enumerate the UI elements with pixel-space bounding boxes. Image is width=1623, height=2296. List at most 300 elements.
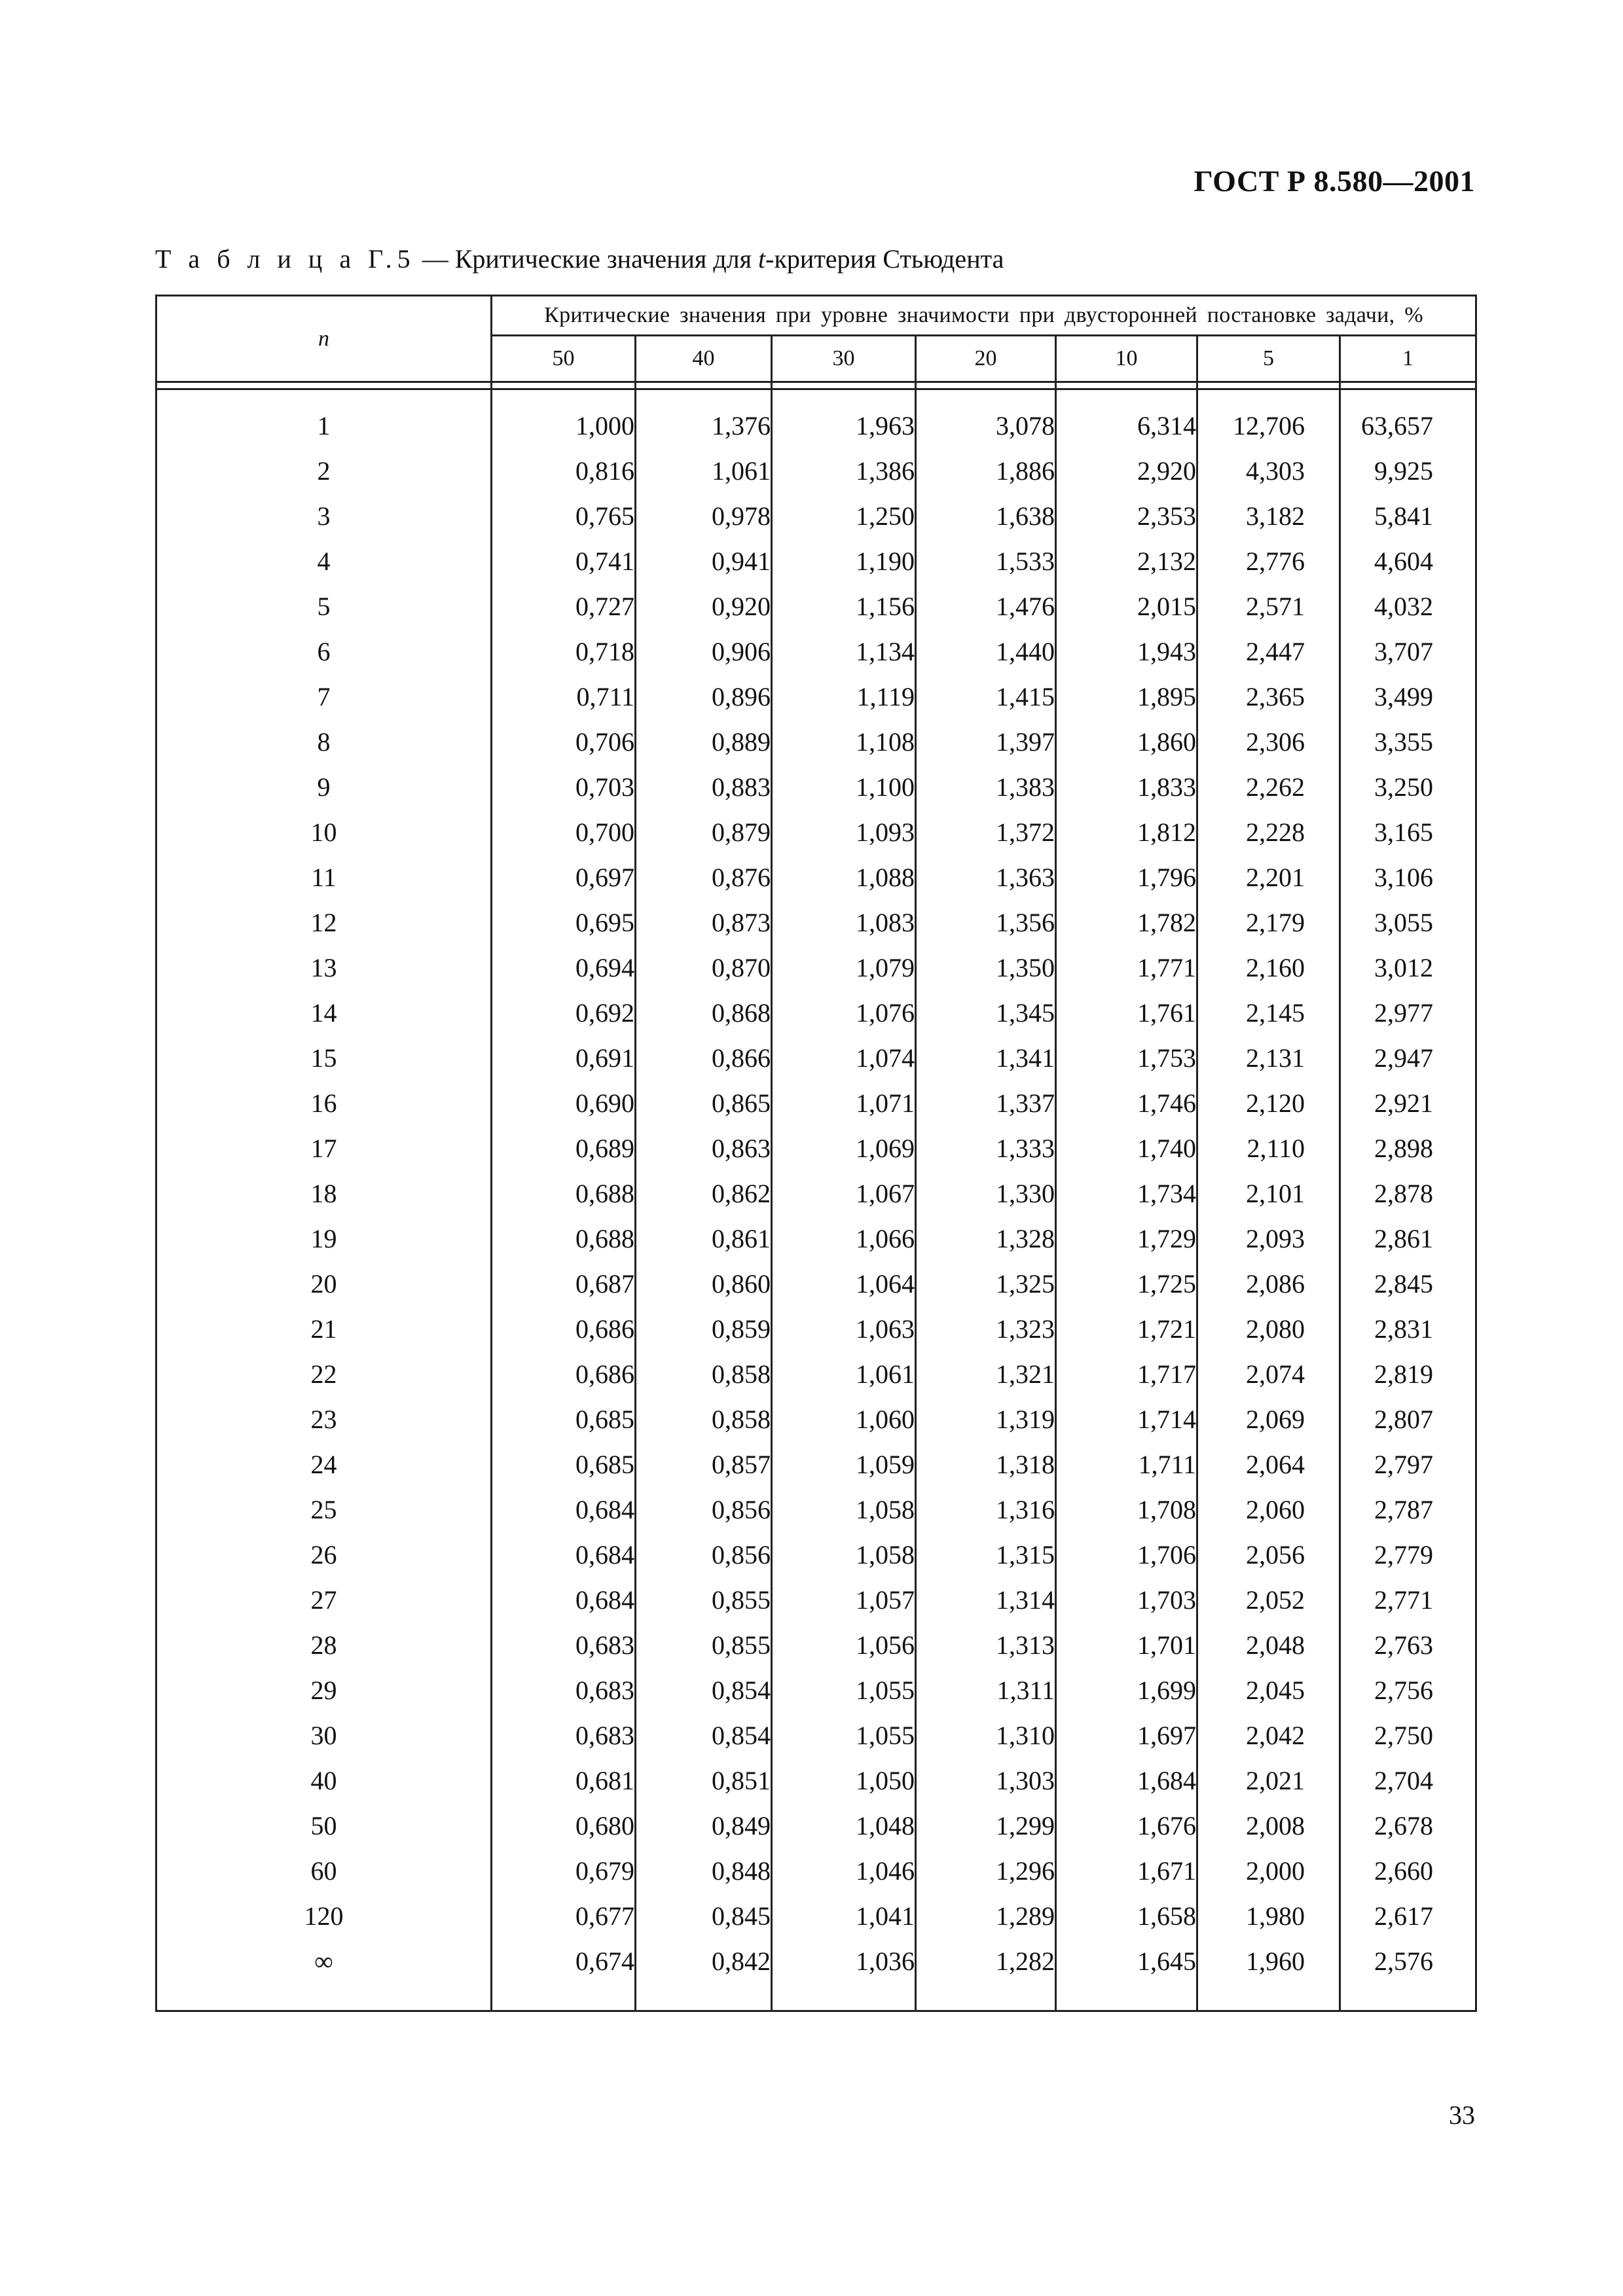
- table-cell-value: 1,036: [772, 1939, 916, 1984]
- table-cell-value: 0,686: [492, 1306, 636, 1352]
- table-row: [156, 855, 1476, 900]
- table-cell-value: 2,750: [1340, 1713, 1476, 1758]
- table-cell-value: 1,960: [1197, 1939, 1340, 1984]
- table-header: [156, 296, 1476, 382]
- table-cell-value: 1,963: [772, 403, 916, 448]
- table-cell-n: 6: [156, 629, 492, 674]
- table-cell-value: 2,179: [1197, 900, 1340, 945]
- table-cell-value: 1,658: [1056, 1893, 1197, 1939]
- table-cell-n: 16: [156, 1081, 492, 1126]
- table-cell-value: 1,345: [916, 990, 1056, 1035]
- table-cell-value: 0,866: [636, 1035, 772, 1081]
- table-cell-value: 1,325: [916, 1261, 1056, 1306]
- table-cell-n: 18: [156, 1171, 492, 1216]
- table-cell-value: 2,052: [1197, 1577, 1340, 1623]
- table-cell-value: 0,680: [492, 1803, 636, 1848]
- table-row: [156, 1306, 1476, 1352]
- table-cell-value: 1,056: [772, 1623, 916, 1668]
- table-cell-value: 1,314: [916, 1577, 1056, 1623]
- table-cell-value: 1,363: [916, 855, 1056, 900]
- table-cell-value: 9,925: [1340, 448, 1476, 493]
- table-cell-value: 1,316: [916, 1487, 1056, 1532]
- table-cell-n: 10: [156, 810, 492, 855]
- table-cell-value: 0,868: [636, 990, 772, 1035]
- table-cell-value: 63,657: [1340, 403, 1476, 448]
- table-cell-value: 0,858: [636, 1352, 772, 1397]
- critical-values-table: [155, 295, 1477, 2012]
- table-cell-value: 1,645: [1056, 1939, 1197, 1984]
- table-cell-value: 2,845: [1340, 1261, 1476, 1306]
- table-cell-value: 1,350: [916, 945, 1056, 990]
- table-cell-value: 1,315: [916, 1532, 1056, 1577]
- table-cell-value: 0,873: [636, 900, 772, 945]
- table-row: [156, 493, 1476, 539]
- table-cell-value: 2,021: [1197, 1758, 1340, 1803]
- table-cell-value: 2,447: [1197, 629, 1340, 674]
- table-cell-value: 1,057: [772, 1577, 916, 1623]
- table-cell-value: 0,684: [492, 1487, 636, 1532]
- table-cell-value: 5,841: [1340, 493, 1476, 539]
- table-cell-value: 1,066: [772, 1216, 916, 1261]
- table-row: [156, 674, 1476, 719]
- table-cell-n: 4: [156, 539, 492, 584]
- table-row: [156, 584, 1476, 629]
- column-header-significance-level: Критические значения при уровне значимости при двусторонней постановке задачи, %: [492, 296, 1476, 336]
- table-cell-value: 0,681: [492, 1758, 636, 1803]
- table-cell-value: 0,686: [492, 1352, 636, 1397]
- table-cell-n: 20: [156, 1261, 492, 1306]
- table-cell-value: 1,063: [772, 1306, 916, 1352]
- table-cell-value: 4,303: [1197, 448, 1340, 493]
- table-cell-value: 0,688: [492, 1216, 636, 1261]
- table-cell-value: 2,056: [1197, 1532, 1340, 1577]
- table-cell-value: 2,228: [1197, 810, 1340, 855]
- table-cell-value: 2,678: [1340, 1803, 1476, 1848]
- table-row: [156, 1397, 1476, 1442]
- table-cell-value: 1,740: [1056, 1126, 1197, 1171]
- table-cell-value: 1,753: [1056, 1035, 1197, 1081]
- table-cell-value: 0,865: [636, 1081, 772, 1126]
- table-cell-value: 0,854: [636, 1713, 772, 1758]
- table-cell-value: 1,289: [916, 1893, 1056, 1939]
- table-cell-value: 1,048: [772, 1803, 916, 1848]
- table-cell-n: 23: [156, 1397, 492, 1442]
- table-cell-value: 2,093: [1197, 1216, 1340, 1261]
- table-cell-value: 2,064: [1197, 1442, 1340, 1487]
- table-row: [156, 1126, 1476, 1171]
- table-cell-value: 2,353: [1056, 493, 1197, 539]
- table-cell-value: 1,055: [772, 1668, 916, 1713]
- table-cell-value: 0,683: [492, 1623, 636, 1668]
- table-cell-value: 0,858: [636, 1397, 772, 1442]
- table-cell-value: 1,318: [916, 1442, 1056, 1487]
- table-cell-n: 60: [156, 1848, 492, 1893]
- table-cell-value: 1,734: [1056, 1171, 1197, 1216]
- table-cell-value: 0,695: [492, 900, 636, 945]
- table-cell-value: 0,697: [492, 855, 636, 900]
- table-cell-value: 1,671: [1056, 1848, 1197, 1893]
- table-cell-value: 1,533: [916, 539, 1056, 584]
- table-row: [156, 1035, 1476, 1081]
- table-cell-value: 1,296: [916, 1848, 1056, 1893]
- table-cell-value: 0,690: [492, 1081, 636, 1126]
- table-cell-value: 1,833: [1056, 764, 1197, 810]
- column-header-level: 5: [1197, 336, 1340, 382]
- table-cell-value: 3,499: [1340, 674, 1476, 719]
- table-row: [156, 1758, 1476, 1803]
- table-cell-value: 0,849: [636, 1803, 772, 1848]
- table-cell-value: 1,058: [772, 1487, 916, 1532]
- table-cell-value: 0,685: [492, 1397, 636, 1442]
- table-cell-value: 1,313: [916, 1623, 1056, 1668]
- table-cell-value: 1,703: [1056, 1577, 1197, 1623]
- table-cell-value: 0,842: [636, 1939, 772, 1984]
- table-cell-value: 2,048: [1197, 1623, 1340, 1668]
- table-cell-n: 30: [156, 1713, 492, 1758]
- table-cell-value: 0,683: [492, 1713, 636, 1758]
- table-cell-n: 27: [156, 1577, 492, 1623]
- table-cell-value: 3,707: [1340, 629, 1476, 674]
- column-header-level: 10: [1056, 336, 1197, 382]
- column-header-level: 40: [636, 336, 772, 382]
- table-cell-value: 1,050: [772, 1758, 916, 1803]
- table-cell-value: 2,145: [1197, 990, 1340, 1035]
- table-row: [156, 1803, 1476, 1848]
- table-row: [156, 1442, 1476, 1487]
- table-cell-value: 3,078: [916, 403, 1056, 448]
- table-cell-value: 2,797: [1340, 1442, 1476, 1487]
- table-cell-value: 0,896: [636, 674, 772, 719]
- table-cell-n: 3: [156, 493, 492, 539]
- table-cell-value: 0,691: [492, 1035, 636, 1081]
- table-cell-value: 1,761: [1056, 990, 1197, 1035]
- table-cell-n: 50: [156, 1803, 492, 1848]
- table-row: [156, 990, 1476, 1035]
- table-cell-n: 13: [156, 945, 492, 990]
- table-caption-prefix: Т а б л и ц а Г.5: [155, 244, 416, 274]
- table-row: [156, 764, 1476, 810]
- table-cell-value: 1,796: [1056, 855, 1197, 900]
- table-cell-value: 0,677: [492, 1893, 636, 1939]
- table-cell-value: 1,119: [772, 674, 916, 719]
- table-cell-value: 2,977: [1340, 990, 1476, 1035]
- table-cell-value: 2,861: [1340, 1216, 1476, 1261]
- table-cell-value: 1,083: [772, 900, 916, 945]
- table-cell-value: 0,920: [636, 584, 772, 629]
- table-cell-value: 1,059: [772, 1442, 916, 1487]
- table-cell-value: 0,688: [492, 1171, 636, 1216]
- table-cell-value: 1,782: [1056, 900, 1197, 945]
- table-cell-value: 1,088: [772, 855, 916, 900]
- table-cell-value: 0,741: [492, 539, 636, 584]
- table-cell-value: 2,831: [1340, 1306, 1476, 1352]
- table-cell-value: 2,365: [1197, 674, 1340, 719]
- table-cell-value: 2,807: [1340, 1397, 1476, 1442]
- table-cell-value: 1,071: [772, 1081, 916, 1126]
- table-cell-value: 1,041: [772, 1893, 916, 1939]
- table-cell-n: 17: [156, 1126, 492, 1171]
- table-cell-n: 19: [156, 1216, 492, 1261]
- table-cell-n: 120: [156, 1893, 492, 1939]
- table-cell-value: 2,920: [1056, 448, 1197, 493]
- table-cell-value: 1,311: [916, 1668, 1056, 1713]
- table-cell-value: 2,878: [1340, 1171, 1476, 1216]
- table-cell-value: 0,879: [636, 810, 772, 855]
- table-row: [156, 539, 1476, 584]
- table-cell-value: 1,383: [916, 764, 1056, 810]
- table-cell-value: 1,771: [1056, 945, 1197, 990]
- column-header-level: 50: [492, 336, 636, 382]
- table-cell-n: 5: [156, 584, 492, 629]
- table-cell-value: 2,947: [1340, 1035, 1476, 1081]
- table-cell-value: 2,571: [1197, 584, 1340, 629]
- table-cell-value: 0,718: [492, 629, 636, 674]
- table-cell-value: 0,883: [636, 764, 772, 810]
- table-row: [156, 1668, 1476, 1713]
- table-cell-value: 1,729: [1056, 1216, 1197, 1261]
- table-cell-value: 4,604: [1340, 539, 1476, 584]
- table-cell-value: 0,684: [492, 1577, 636, 1623]
- table-body: [156, 382, 1476, 2011]
- table-cell-value: 0,851: [636, 1758, 772, 1803]
- table-cell-value: 1,638: [916, 493, 1056, 539]
- table-cell-value: 3,165: [1340, 810, 1476, 855]
- table-cell-value: 0,859: [636, 1306, 772, 1352]
- table-cell-value: 0,700: [492, 810, 636, 855]
- table-cell-value: 1,337: [916, 1081, 1056, 1126]
- table-cell-value: 0,692: [492, 990, 636, 1035]
- table-cell-value: 0,861: [636, 1216, 772, 1261]
- table-cell-value: 2,086: [1197, 1261, 1340, 1306]
- table-cell-value: 1,386: [772, 448, 916, 493]
- table-cell-value: 2,080: [1197, 1306, 1340, 1352]
- table-cell-value: 1,093: [772, 810, 916, 855]
- page-number: 33: [1449, 2100, 1475, 2130]
- table-cell-value: 1,895: [1056, 674, 1197, 719]
- table-cell-n: 9: [156, 764, 492, 810]
- table-row: [156, 1848, 1476, 1893]
- table-cell-value: 0,860: [636, 1261, 772, 1306]
- column-header-n: n: [156, 296, 492, 382]
- table-cell-value: 1,190: [772, 539, 916, 584]
- table-cell-value: 0,876: [636, 855, 772, 900]
- table-cell-value: 1,328: [916, 1216, 1056, 1261]
- table-cell-value: 0,706: [492, 719, 636, 764]
- table-cell-value: 6,314: [1056, 403, 1197, 448]
- table-cell-value: 2,132: [1056, 539, 1197, 584]
- table-cell-value: 2,015: [1056, 584, 1197, 629]
- table-cell-n: 12: [156, 900, 492, 945]
- table-cell-value: 1,061: [636, 448, 772, 493]
- table-cell-value: 2,000: [1197, 1848, 1340, 1893]
- table-cell-n: 2: [156, 448, 492, 493]
- table-row: [156, 1261, 1476, 1306]
- table-cell-value: 1,046: [772, 1848, 916, 1893]
- table-cell-value: 0,694: [492, 945, 636, 990]
- table-cell-value: 3,012: [1340, 945, 1476, 990]
- table-cell-value: 1,684: [1056, 1758, 1197, 1803]
- table-cell-value: 0,683: [492, 1668, 636, 1713]
- table-cell-value: 1,701: [1056, 1623, 1197, 1668]
- table-cell-value: 0,889: [636, 719, 772, 764]
- critical-values-table-wrapper: [155, 295, 1475, 2012]
- table-cell-value: 1,000: [492, 403, 636, 448]
- table-cell-value: 1,376: [636, 403, 772, 448]
- table-cell-value: 0,848: [636, 1848, 772, 1893]
- table-cell-value: 1,067: [772, 1171, 916, 1216]
- table-cell-n: 15: [156, 1035, 492, 1081]
- table-cell-value: 2,704: [1340, 1758, 1476, 1803]
- table-row: [156, 1577, 1476, 1623]
- table-cell-value: 12,706: [1197, 403, 1340, 448]
- table-cell-value: 2,617: [1340, 1893, 1476, 1939]
- table-cell-value: 0,870: [636, 945, 772, 990]
- table-cell-n: 26: [156, 1532, 492, 1577]
- table-cell-n: ∞: [156, 1939, 492, 1984]
- table-cell-value: 0,679: [492, 1848, 636, 1893]
- table-cell-value: 1,372: [916, 810, 1056, 855]
- table-caption: [155, 243, 1004, 274]
- table-cell-value: 1,060: [772, 1397, 916, 1442]
- table-cell-n: 29: [156, 1668, 492, 1713]
- table-cell-value: 0,855: [636, 1623, 772, 1668]
- table-cell-value: 0,978: [636, 493, 772, 539]
- table-cell-value: 1,812: [1056, 810, 1197, 855]
- table-cell-value: 2,819: [1340, 1352, 1476, 1397]
- table-cell-n: 1: [156, 403, 492, 448]
- table-cell-value: 2,921: [1340, 1081, 1476, 1126]
- table-cell-value: 2,660: [1340, 1848, 1476, 1893]
- table-cell-n: 22: [156, 1352, 492, 1397]
- table-row: [156, 1713, 1476, 1758]
- table-cell-value: 0,856: [636, 1532, 772, 1577]
- table-cell-value: 1,860: [1056, 719, 1197, 764]
- table-cell-n: 7: [156, 674, 492, 719]
- table-cell-value: 2,120: [1197, 1081, 1340, 1126]
- table-cell-value: 2,576: [1340, 1939, 1476, 1984]
- table-cell-value: 1,156: [772, 584, 916, 629]
- table-cell-value: 3,182: [1197, 493, 1340, 539]
- table-row: [156, 1216, 1476, 1261]
- table-cell-value: 2,069: [1197, 1397, 1340, 1442]
- table-cell-value: 0,845: [636, 1893, 772, 1939]
- table-cell-value: 2,756: [1340, 1668, 1476, 1713]
- table-cell-value: 2,763: [1340, 1623, 1476, 1668]
- table-cell-n: 11: [156, 855, 492, 900]
- table-cell-value: 2,898: [1340, 1126, 1476, 1171]
- table-cell-value: 1,299: [916, 1803, 1056, 1848]
- column-header-level: 20: [916, 336, 1056, 382]
- table-row: [156, 1893, 1476, 1939]
- table-cell-value: 1,721: [1056, 1306, 1197, 1352]
- table-cell-value: 1,282: [916, 1939, 1056, 1984]
- table-cell-value: 1,397: [916, 719, 1056, 764]
- table-cell-value: 1,440: [916, 629, 1056, 674]
- table-cell-value: 1,058: [772, 1532, 916, 1577]
- table-cell-value: 3,106: [1340, 855, 1476, 900]
- table-cell-value: 0,727: [492, 584, 636, 629]
- table-cell-n: 25: [156, 1487, 492, 1532]
- table-cell-value: 2,045: [1197, 1668, 1340, 1713]
- table-cell-value: 0,711: [492, 674, 636, 719]
- table-cell-value: 1,415: [916, 674, 1056, 719]
- table-row: [156, 1532, 1476, 1577]
- table-cell-value: 1,319: [916, 1397, 1056, 1442]
- table-cell-value: 1,676: [1056, 1803, 1197, 1848]
- table-caption-variable: t: [758, 244, 766, 274]
- table-cell-value: 1,746: [1056, 1081, 1197, 1126]
- table-row: [156, 1171, 1476, 1216]
- table-row: [156, 810, 1476, 855]
- table-cell-value: 1,100: [772, 764, 916, 810]
- table-cell-value: 0,862: [636, 1171, 772, 1216]
- table-cell-value: 1,697: [1056, 1713, 1197, 1758]
- table-cell-value: 1,323: [916, 1306, 1056, 1352]
- table-cell-value: 1,356: [916, 900, 1056, 945]
- table-cell-value: 0,689: [492, 1126, 636, 1171]
- table-row: [156, 1487, 1476, 1532]
- table-cell-n: 28: [156, 1623, 492, 1668]
- table-cell-value: 0,856: [636, 1487, 772, 1532]
- table-cell-value: 1,717: [1056, 1352, 1197, 1397]
- table-cell-n: 24: [156, 1442, 492, 1487]
- table-cell-value: 1,341: [916, 1035, 1056, 1081]
- table-cell-value: 0,674: [492, 1939, 636, 1984]
- table-cell-value: 1,074: [772, 1035, 916, 1081]
- table-cell-value: 0,857: [636, 1442, 772, 1487]
- table-cell-value: 1,330: [916, 1171, 1056, 1216]
- table-cell-value: 2,042: [1197, 1713, 1340, 1758]
- table-cell-value: 0,863: [636, 1126, 772, 1171]
- table-cell-value: 1,134: [772, 629, 916, 674]
- table-cell-value: 2,101: [1197, 1171, 1340, 1216]
- table-cell-value: 2,110: [1197, 1126, 1340, 1171]
- table-cell-value: 1,108: [772, 719, 916, 764]
- table-cell-value: 1,708: [1056, 1487, 1197, 1532]
- table-cell-value: 4,032: [1340, 584, 1476, 629]
- table-cell-value: 2,060: [1197, 1487, 1340, 1532]
- table-row: [156, 403, 1476, 448]
- table-cell-value: 1,055: [772, 1713, 916, 1758]
- table-cell-value: 0,765: [492, 493, 636, 539]
- table-row: [156, 719, 1476, 764]
- table-cell-value: 1,980: [1197, 1893, 1340, 1939]
- table-cell-value: 2,306: [1197, 719, 1340, 764]
- table-cell-value: 2,787: [1340, 1487, 1476, 1532]
- table-row: [156, 448, 1476, 493]
- table-cell-value: 0,906: [636, 629, 772, 674]
- table-row: [156, 1939, 1476, 1984]
- table-cell-value: 1,064: [772, 1261, 916, 1306]
- table-cell-n: 14: [156, 990, 492, 1035]
- document-standard-id: ГОСТ Р 8.580—2001: [1194, 164, 1475, 198]
- table-cell-value: 1,714: [1056, 1397, 1197, 1442]
- table-cell-value: 3,250: [1340, 764, 1476, 810]
- table-cell-value: 0,684: [492, 1532, 636, 1577]
- table-row: [156, 1623, 1476, 1668]
- column-header-level: 30: [772, 336, 916, 382]
- table-cell-value: 2,201: [1197, 855, 1340, 900]
- table-cell-value: 0,854: [636, 1668, 772, 1713]
- table-cell-n: 40: [156, 1758, 492, 1803]
- table-cell-value: 2,771: [1340, 1577, 1476, 1623]
- table-cell-value: 2,779: [1340, 1532, 1476, 1577]
- table-cell-value: 1,250: [772, 493, 916, 539]
- table-cell-value: 0,685: [492, 1442, 636, 1487]
- table-cell-value: 1,061: [772, 1352, 916, 1397]
- table-cell-value: 2,074: [1197, 1352, 1340, 1397]
- table-cell-value: 3,355: [1340, 719, 1476, 764]
